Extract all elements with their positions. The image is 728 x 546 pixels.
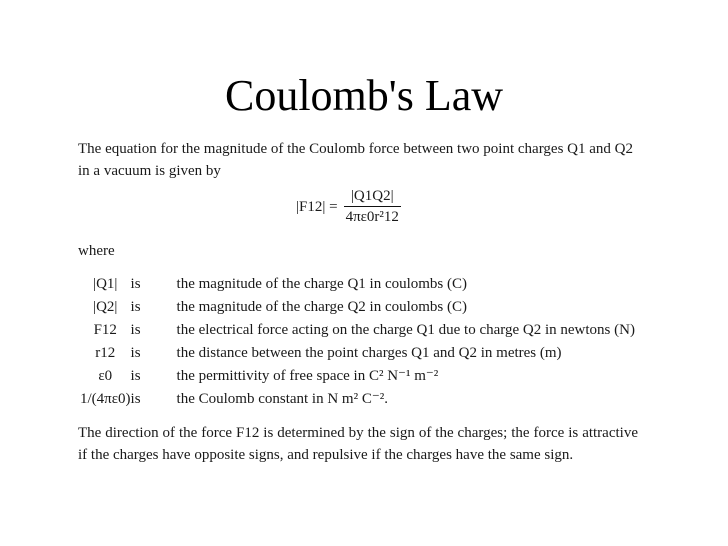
definition-row: [80, 295, 635, 318]
definition-row: [80, 272, 635, 295]
definitions-table: [80, 272, 635, 410]
definition-text: the electrical force acting on the charge Q1 due to charge Q2 in newtons (N): [176, 321, 635, 338]
definition-text: the Coulomb constant in N m² C⁻².: [176, 390, 389, 407]
definition-symbol: |Q2|: [93, 298, 118, 315]
definition-connector: is: [130, 390, 141, 407]
definition-connector: is: [130, 275, 141, 292]
definition-text: the magnitude of the charge Q2 in coulombs (C): [176, 298, 468, 315]
definition-symbol: F12: [93, 321, 117, 338]
coulomb-equation: [296, 186, 401, 227]
definition-symbol: 1/(4πε0): [80, 390, 131, 407]
equation-numerator: |Q1Q2|: [350, 188, 394, 204]
equation-fraction: [344, 186, 401, 227]
where-label: where: [78, 243, 115, 259]
equation-block: [78, 184, 638, 236]
definition-symbol: |Q1|: [93, 275, 118, 292]
equation-lhs: |F12| =: [296, 198, 338, 215]
document-body: [78, 138, 638, 466]
definition-connector: is: [130, 367, 141, 384]
definition-symbol: r12: [95, 344, 116, 361]
slide-title: Coulomb's Law: [224, 71, 504, 120]
definition-text: the distance between the point charges Q1 and Q2 in metres (m): [176, 344, 562, 361]
definition-connector: is: [130, 298, 141, 315]
equation-denominator: 4πε0r²12: [344, 206, 401, 227]
intro-paragraph: The equation for the magnitude of the Coulomb force between two point charges Q1 and Q2 in a vacuum is given by: [78, 141, 633, 179]
definition-connector: is: [130, 344, 141, 361]
definition-row: [80, 341, 635, 364]
definition-symbol: ε0: [98, 367, 113, 384]
conclusion-paragraph: The direction of the force F12 is determined by the sign of the charges; the force is attractive if the charges have opposite signs, and repulsive if the charges have the same sign.: [78, 425, 638, 463]
definition-text: the magnitude of the charge Q1 in coulombs (C): [176, 275, 468, 292]
definition-row: [80, 387, 635, 410]
definition-text: the permittivity of free space in C² N⁻¹ m⁻²: [176, 367, 439, 384]
definition-row: [80, 318, 635, 341]
definition-row: [80, 364, 635, 387]
definition-connector: is: [130, 321, 141, 338]
